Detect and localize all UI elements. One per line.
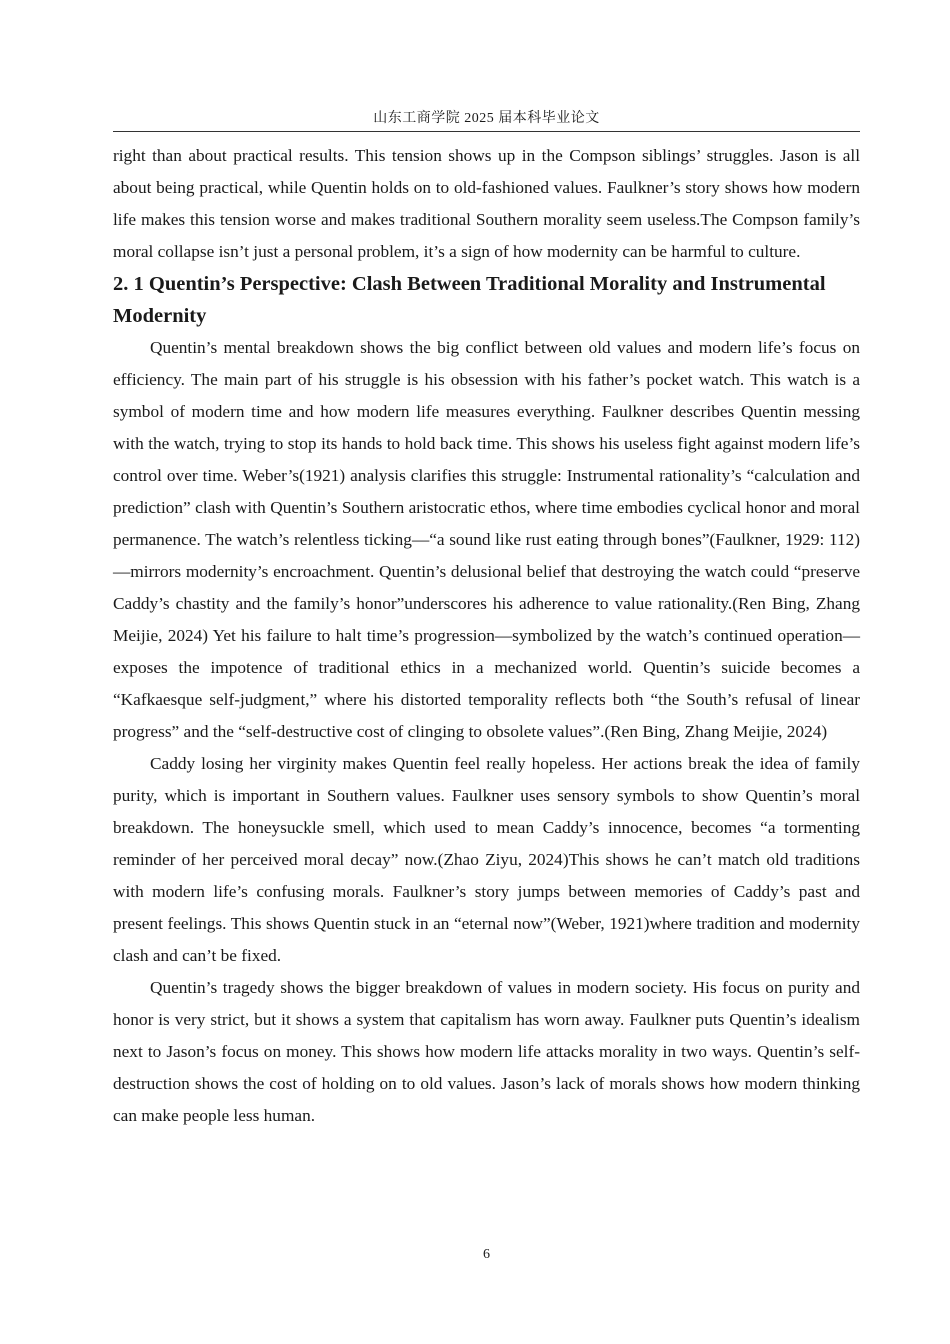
running-header: 山东工商学院 2025 届本科毕业论文	[373, 111, 600, 126]
page-number: 6	[483, 1247, 490, 1262]
continued-paragraph: right than about practical results. This tension shows up in the Compson siblings’ struggles. Jason is all about being practical, while Quentin holds on to old-fashioned values. Faulkner’s story shows how modern life makes this tension worse and makes traditional Southern morality seem useless.The Compson family’s moral collapse isn’t just a personal problem, it’s a sign of how modernity can be harmful to culture.	[113, 146, 860, 261]
paragraph-tragedy: Quentin’s tragedy shows the bigger breakdown of values in modern society. His focus on purity and honor is very strict, but it shows a system that capitalism has worn away. Faulkner puts Quentin’s idealism next to Jason’s focus on money. This shows how modern life attacks morality in two ways. Quentin’s self-destruction shows the cost of holding on to old values. Jason’s lack of morals shows how modern thinking can make people less human.	[113, 978, 860, 1125]
header-rule	[113, 131, 860, 132]
section-heading: 2. 1 Quentin’s Perspective: Clash Between Traditional Morality and Instrumental Modernity	[113, 273, 826, 327]
body-text	[113, 140, 860, 1132]
paragraph-caddy: Caddy losing her virginity makes Quentin feel really hopeless. Her actions break the idea of family purity, which is important in Southern values. Faulkner uses sensory symbols to show Quentin’s moral breakdown. The honeysuckle smell, which used to mean Caddy’s innocence, becomes “a tormenting reminder of her perceived moral decay” now.(Zhao Ziyu, 2024)This shows he can’t match old traditions with modern life’s confusing morals. Faulkner’s story jumps between memories of Caddy’s past and present feelings. This shows Quentin stuck in an “eternal now”(Weber, 1921)where tradition and modernity clash and can’t be fixed.	[113, 754, 860, 965]
paragraph-watch: Quentin’s mental breakdown shows the big conflict between old values and modern life’s focus on efficiency. The main part of his struggle is his obsession with his father’s pocket watch. This watch is a symbol of modern time and how modern life measures everything. Faulkner describes Quentin messing with the watch, trying to stop its hands to hold back time. This shows his useless fight against modern life’s control over time. Weber’s(1921) analysis clarifies this struggle: Instrumental rationality’s “calculation and prediction” clash with Quentin’s Southern aristocratic ethos, where time embodies cyclical honor and moral permanence. The watch’s relentless ticking—“a sound like rust eating through bones”(Faulkner, 1929: 112)—mirrors modernity’s encroachment. Quentin’s delusional belief that destroying the watch could “preserve Caddy’s chastity and the family’s honor”underscores his adherence to value rationality.(Ren Bing, Zhang Meijie, 2024) Yet his failure to halt time’s progression—symbolized by the watch’s continued operation—exposes the impotence of traditional ethics in a mechanized world. Quentin’s suicide becomes a “Kafkaesque self-judgment,” where his distorted temporality reflects both “the South’s refusal of linear progress” and the “self-destructive cost of clinging to obsolete values”.(Ren Bing, Zhang Meijie, 2024)	[113, 338, 860, 741]
